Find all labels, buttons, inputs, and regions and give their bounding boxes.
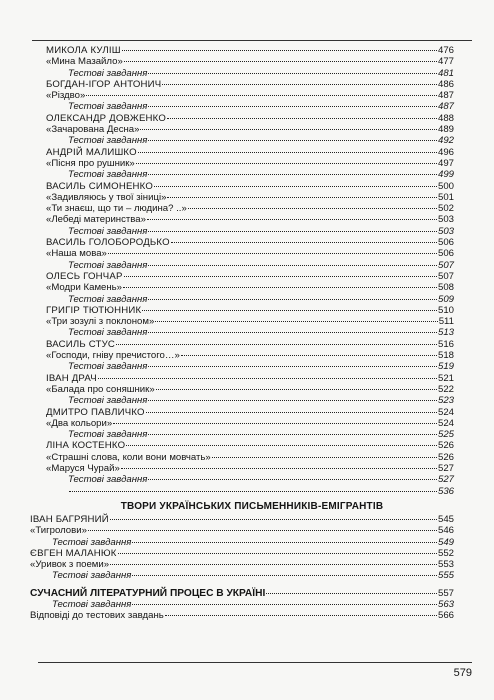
toc-entry-title: Тестові завдання	[68, 135, 148, 147]
dot-leader	[148, 400, 437, 401]
toc-entry-author	[30, 548, 454, 559]
toc-modern	[30, 588, 454, 622]
toc-entry-page: 525	[437, 429, 454, 441]
toc-entry-work	[46, 192, 454, 203]
toc-entry-title: ВАСИЛЬ СИМОНЕНКО	[46, 180, 154, 192]
page-number: 579	[453, 667, 472, 679]
toc-entry-title: ІВАН БАГРЯНИЙ	[30, 514, 109, 525]
dot-leader	[266, 593, 437, 594]
toc-entry-page: 527	[437, 474, 454, 486]
toc-entry-big	[30, 588, 454, 599]
toc-entry-work	[46, 418, 454, 429]
toc-entry-title: Тестові завдання	[68, 101, 148, 113]
toc-entry-page: 549	[437, 536, 454, 548]
toc-entry-title: ГРИГІР ТЮТЮННИК	[46, 304, 142, 316]
toc-entry-page: 524	[437, 406, 454, 418]
toc-entry-title: Тестові завдання	[68, 169, 148, 181]
dot-leader	[146, 412, 437, 413]
toc-entry-author	[46, 339, 454, 350]
toc-entry-page: 476	[437, 45, 454, 56]
toc-entry-author	[46, 440, 454, 451]
toc-entry-work	[46, 452, 454, 463]
toc-entry-author	[46, 79, 454, 90]
toc-entry-title: «Балада про соняшник»	[46, 383, 155, 395]
toc-entry-page: 519	[437, 361, 454, 373]
toc-entry-page: 488	[437, 112, 454, 124]
dot-leader	[148, 73, 437, 74]
toc-entry-page: 513	[437, 327, 454, 339]
dot-leader	[124, 276, 437, 277]
dot-leader	[165, 615, 437, 616]
toc-entry-title: «Зачарована Десна»	[46, 124, 140, 136]
section-heading-emigrants: ТВОРИ УКРАЇНСЬКИХ ПИСЬМЕННИКІВ-ЕМІГРАНТІВ	[120, 501, 384, 512]
toc-entry-page: 527	[437, 462, 454, 474]
toc-entry-title: Тестові завдання	[68, 395, 148, 407]
dot-leader	[171, 242, 437, 243]
toc-entry-page: 487	[437, 90, 454, 102]
toc-entry-page: 502	[437, 203, 454, 215]
toc-entry-title: Тестові завдання	[68, 259, 148, 271]
toc-entry-page: 557	[437, 587, 454, 599]
toc-entry-work	[46, 56, 454, 67]
dot-leader	[147, 219, 437, 220]
toc-emigrants	[30, 514, 454, 582]
toc-entry-page: 510	[437, 304, 454, 316]
toc-entry-author	[46, 181, 454, 192]
toc-entry-work	[46, 350, 454, 361]
dot-leader	[181, 355, 437, 356]
toc-entry-work	[30, 610, 454, 621]
toc-entry-title: «Мина Мазайло»	[46, 56, 123, 68]
toc-entry-author	[46, 271, 454, 282]
dot-leader	[132, 604, 437, 605]
toc-entry-title: ОЛЕКСАНДР ДОВЖЕНКО	[46, 112, 167, 124]
dot-leader	[116, 344, 437, 345]
toc-entry-work	[30, 559, 454, 570]
dot-leader	[148, 265, 437, 266]
toc-entry-work	[46, 248, 454, 259]
toc-entry-title: Тестові завдання	[52, 536, 132, 548]
toc-entry-test	[46, 327, 454, 338]
dot-leader	[118, 553, 437, 554]
toc-entry-page: 481	[437, 67, 454, 79]
dot-leader	[148, 174, 437, 175]
toc-entry-test	[46, 68, 454, 79]
toc-entry-test	[46, 226, 454, 237]
dot-leader	[110, 519, 437, 520]
toc-entry-author	[46, 305, 454, 316]
toc-entry-page: 500	[437, 180, 454, 192]
toc-entry-title: «Ти знаєш, що ти – людина? ..»	[46, 203, 187, 215]
toc-entry-page: 477	[437, 56, 454, 68]
toc-entry-page: 522	[437, 383, 454, 395]
dot-leader	[156, 389, 437, 390]
toc-entry-title: «Задивляюсь у твої зіниці»	[46, 191, 167, 203]
toc-entry-page: 563	[437, 599, 454, 611]
toc-entry-test	[46, 260, 454, 271]
dot-leader	[167, 118, 437, 119]
dot-leader	[148, 106, 437, 107]
toc-entry-page: 516	[437, 338, 454, 350]
toc-entry-test	[30, 570, 454, 581]
dot-leader	[148, 299, 437, 300]
toc-entry-title: «Два кольори»	[46, 417, 113, 429]
dot-leader	[88, 530, 437, 531]
toc-emigrants-section	[30, 499, 454, 622]
dot-leader	[154, 186, 437, 187]
toc-entry-title: «Модри Камень»	[46, 282, 123, 294]
toc-entry-page: 492	[437, 135, 454, 147]
toc-entry-title: ДМИТРО ПАВЛИЧКО	[46, 406, 145, 418]
toc-entry-title: Тестові завдання	[68, 67, 148, 79]
toc-entry-test	[46, 169, 454, 180]
toc-entry-author	[46, 45, 454, 56]
toc-entry-page: 566	[437, 610, 454, 622]
toc-entry-title: ЄВГЕН МАЛАНЮК	[30, 547, 117, 559]
dot-leader	[148, 332, 437, 333]
toc-entry-page: 546	[437, 525, 454, 537]
toc-entry-title: Тестові завдання	[52, 570, 132, 582]
toc-entry-work	[30, 525, 454, 536]
toc-entry-page: 526	[437, 440, 454, 452]
toc-main	[46, 45, 454, 497]
toc-entry-author	[30, 514, 454, 525]
toc-entry-page: 506	[437, 248, 454, 260]
toc-entry-test	[46, 294, 454, 305]
toc-entry-test	[46, 361, 454, 372]
toc-entry-title: «Страшні слова, коли вони мовчать»	[46, 451, 211, 463]
dot-leader	[188, 208, 437, 209]
toc-entry-title: «Три зозулі з поклоном»	[46, 316, 155, 328]
toc-entry-work	[46, 124, 454, 135]
toc-entry-page: 507	[437, 270, 454, 282]
dot-leader	[148, 434, 437, 435]
dot-leader	[124, 61, 437, 62]
toc-entry-test	[46, 486, 454, 497]
toc-entry-title: МИКОЛА КУЛІШ	[46, 45, 121, 56]
toc-entry-author	[46, 373, 454, 384]
dot-leader	[136, 163, 437, 164]
dot-leader	[148, 140, 437, 141]
toc-entry-page: 501	[437, 191, 454, 203]
dot-leader	[98, 378, 437, 379]
dot-leader	[132, 575, 437, 576]
dot-leader	[138, 152, 437, 153]
dot-leader	[140, 129, 437, 130]
dot-leader	[132, 542, 437, 543]
toc-entry-page: 506	[437, 237, 454, 249]
top-rule	[32, 40, 472, 41]
toc-entry-title: «Різдво»	[46, 90, 86, 102]
toc-entry-title: Тестові завдання	[68, 327, 148, 339]
toc-entry-title: Тестові завдання	[68, 361, 148, 373]
toc-entry-title: ЛІНА КОСТЕНКО	[46, 440, 126, 452]
dot-leader	[122, 50, 437, 51]
toc-entry-author	[46, 113, 454, 124]
toc-entry-title: ІВАН ДРАЧ	[46, 372, 97, 384]
toc-entry-title: Відповіді до тестових завдань	[30, 610, 164, 622]
toc-entry-page: 552	[437, 547, 454, 559]
toc-entry-title: «Господи, гніву пречистого…»	[46, 350, 180, 362]
toc-entry-work	[46, 90, 454, 101]
toc-entry-page: 486	[437, 78, 454, 90]
toc-entry-page: 508	[437, 282, 454, 294]
toc-entry-work	[46, 384, 454, 395]
toc-entry-author	[46, 237, 454, 248]
dot-leader	[148, 231, 437, 232]
toc-entry-title: «Пісня про рушник»	[46, 157, 135, 169]
toc-entry-page: 536	[437, 485, 454, 497]
dot-leader	[212, 457, 437, 458]
toc-entry-page: 503	[437, 214, 454, 226]
dot-leader	[155, 321, 437, 322]
toc-entry-title: «Наша мова»	[46, 248, 107, 260]
toc-entry-title: «Тигролови»	[30, 525, 87, 537]
toc-entry-work	[46, 316, 454, 327]
toc-entry-author	[46, 147, 454, 158]
toc-entry-title: ВАСИЛЬ СТУС	[46, 338, 116, 350]
toc-entry-work	[46, 214, 454, 225]
toc-entry-page: 511	[438, 316, 454, 328]
dot-leader	[162, 84, 437, 85]
toc-entry-page: 553	[437, 559, 454, 571]
toc-entry-page: 524	[437, 417, 454, 429]
toc-entry-page: 555	[437, 570, 454, 582]
toc-entry-title: Тестові завдання	[68, 474, 148, 486]
toc-entry-page: 521	[437, 372, 454, 384]
dot-leader	[167, 197, 437, 198]
toc-entry-page: 507	[437, 259, 454, 271]
toc-entry-title: ВАСИЛЬ ГОЛОБОРОДЬКО	[46, 237, 170, 249]
dot-leader	[110, 564, 437, 565]
dot-leader	[108, 253, 437, 254]
toc-entry-test	[46, 474, 454, 485]
toc-entry-title: АНДРІЙ МАЛИШКО	[46, 146, 137, 158]
toc-entry-test	[46, 135, 454, 146]
toc-entry-page: 545	[437, 514, 454, 525]
bottom-rule	[38, 662, 472, 663]
toc-entry-test	[30, 599, 454, 610]
toc-entry-title: Тестові завдання	[68, 429, 148, 441]
toc-entry-page: 518	[437, 350, 454, 362]
toc-entry-page: 523	[437, 395, 454, 407]
toc-entry-page: 487	[437, 101, 454, 113]
toc-entry-title: Тестові завдання	[52, 599, 132, 611]
toc-entry-test	[30, 537, 454, 548]
toc-entry-title: ОЛЕСЬ ГОНЧАР	[46, 270, 123, 282]
toc-entry-page: 496	[437, 146, 454, 158]
dot-leader	[69, 491, 437, 492]
toc-entry-page: 499	[437, 169, 454, 181]
toc-entry-page: 509	[437, 293, 454, 305]
dot-leader	[126, 445, 437, 446]
toc-entry-page: 489	[437, 124, 454, 136]
dot-leader	[123, 287, 437, 288]
dot-leader	[121, 468, 437, 469]
toc-entry-title: «Маруся Чурай»	[46, 462, 120, 474]
toc-entry-page: 503	[437, 225, 454, 237]
toc-entry-title: БОГДАН-ІГОР АНТОНИЧ	[46, 78, 162, 90]
toc-entry-work	[46, 158, 454, 169]
toc-entry-work	[46, 282, 454, 293]
toc-entry-title: «Уривок з поеми»	[30, 559, 110, 571]
toc-entry-work	[46, 463, 454, 474]
toc-entry-page: 497	[437, 157, 454, 169]
dot-leader	[113, 423, 437, 424]
toc-entry-test	[46, 429, 454, 440]
toc-entry-title: Тестові завдання	[68, 293, 148, 305]
toc-entry-work	[46, 203, 454, 214]
toc-entry-test	[46, 395, 454, 406]
toc-entry-title: СУЧАСНИЙ ЛІТЕРАТУРНИЙ ПРОЦЕС В УКРАЇНІ	[30, 587, 266, 599]
dot-leader	[148, 479, 437, 480]
toc-entry-title: Тестові завдання	[68, 225, 148, 237]
toc-entry-author	[46, 407, 454, 418]
toc-entry-test	[46, 101, 454, 112]
toc-entry-page: 526	[437, 451, 454, 463]
toc-entry-title: «Лебеді материнства»	[46, 214, 146, 226]
dot-leader	[142, 310, 437, 311]
dot-leader	[86, 95, 437, 96]
dot-leader	[148, 366, 437, 367]
